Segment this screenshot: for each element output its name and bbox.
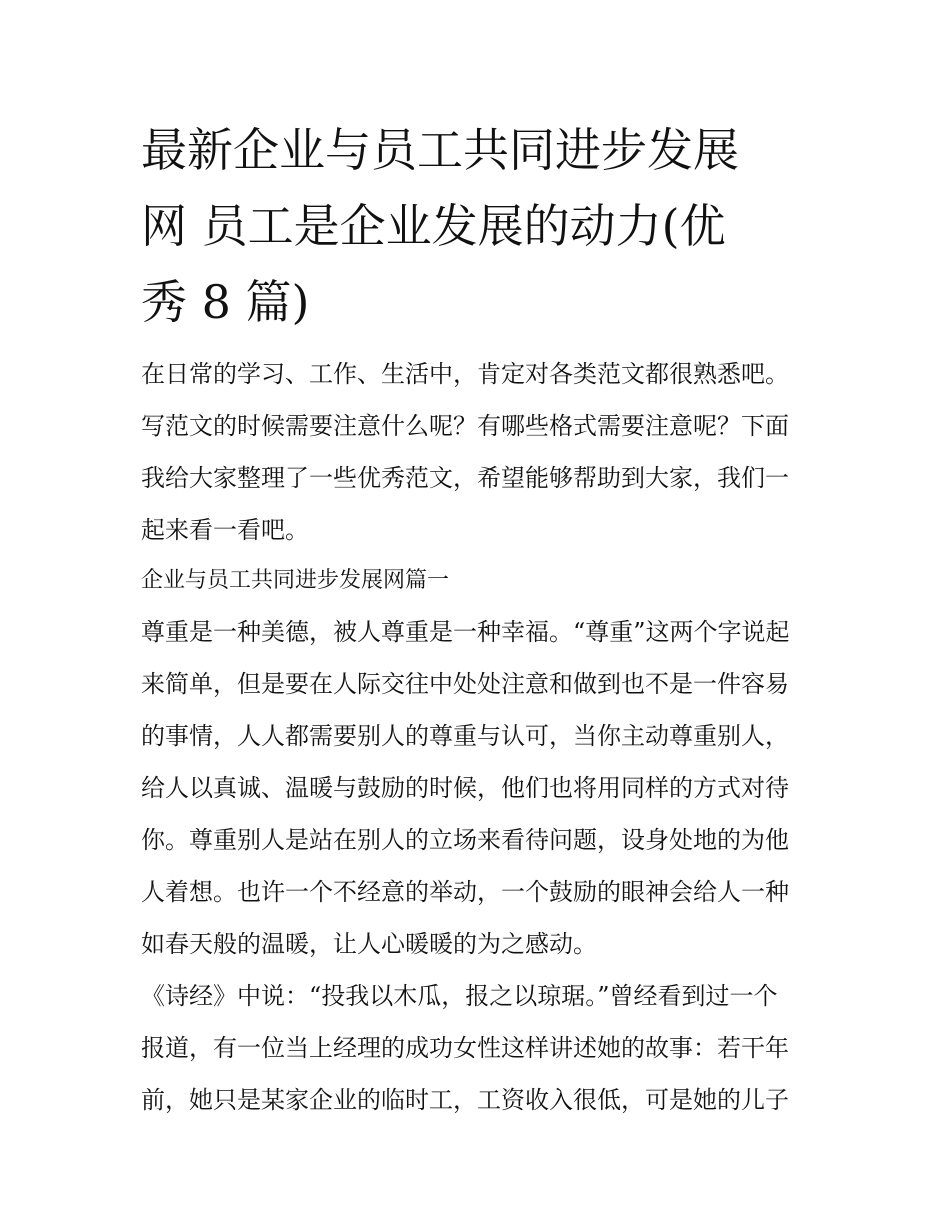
paragraph-line: 你。尊重别人是站在别人的立场来看待问题，设身处地的为他 — [141, 826, 789, 854]
intro-line: 起来看一看吧。 — [141, 516, 309, 544]
title-line-2: 网 员工是企业发展的动力(优 — [141, 199, 726, 253]
intro-line: 我给大家整理了一些优秀范文，希望能够帮助到大家，我们一 — [141, 464, 789, 492]
paragraph-line: 来简单，但是要在人际交往中处处注意和做到也不是一件容易 — [141, 670, 789, 698]
body-paragraph-2 — [141, 970, 813, 1126]
paragraph-line: 给人以真诚、温暖与鼓励的时候，他们也将用同样的方式对待 — [141, 774, 789, 802]
intro-paragraph — [141, 348, 813, 556]
intro-line: 写范文的时候需要注意什么呢？有哪些格式需要注意呢？下面 — [141, 412, 789, 440]
paragraph-line: 如春天般的温暖，让人心暖暖的为之感动。 — [141, 930, 597, 958]
section-heading: 企业与员工共同进步发展网篇一 — [141, 568, 450, 593]
paragraph-line: 人着想。也许一个不经意的举动，一个鼓励的眼神会给人一种 — [141, 878, 789, 906]
title-line-3: 秀 8 篇) — [141, 275, 310, 329]
paragraph-line: 的事情，人人都需要别人的尊重与认可，当你主动尊重别人， — [141, 722, 789, 750]
title-line-1: 最新企业与员工共同进步发展 — [141, 123, 739, 177]
body-paragraph-1 — [141, 606, 813, 970]
paragraph-line: 前，她只是某家企业的临时工，工资收入很低，可是她的儿子 — [141, 1086, 789, 1114]
document-body — [141, 112, 813, 1126]
paragraph-line: 尊重是一种美德，被人尊重是一种幸福。“尊重”这两个字说起 — [141, 618, 790, 646]
paragraph-line: 《诗经》中说：“投我以木瓜，报之以琼琚。”曾经看到过一个 — [141, 982, 778, 1010]
intro-line: 在日常的学习、工作、生活中，肯定对各类范文都很熟悉吧。 — [141, 360, 789, 388]
document-title — [141, 112, 813, 340]
paragraph-line: 报道，有一位当上经理的成功女性这样讲述她的故事：若干年 — [141, 1034, 789, 1062]
